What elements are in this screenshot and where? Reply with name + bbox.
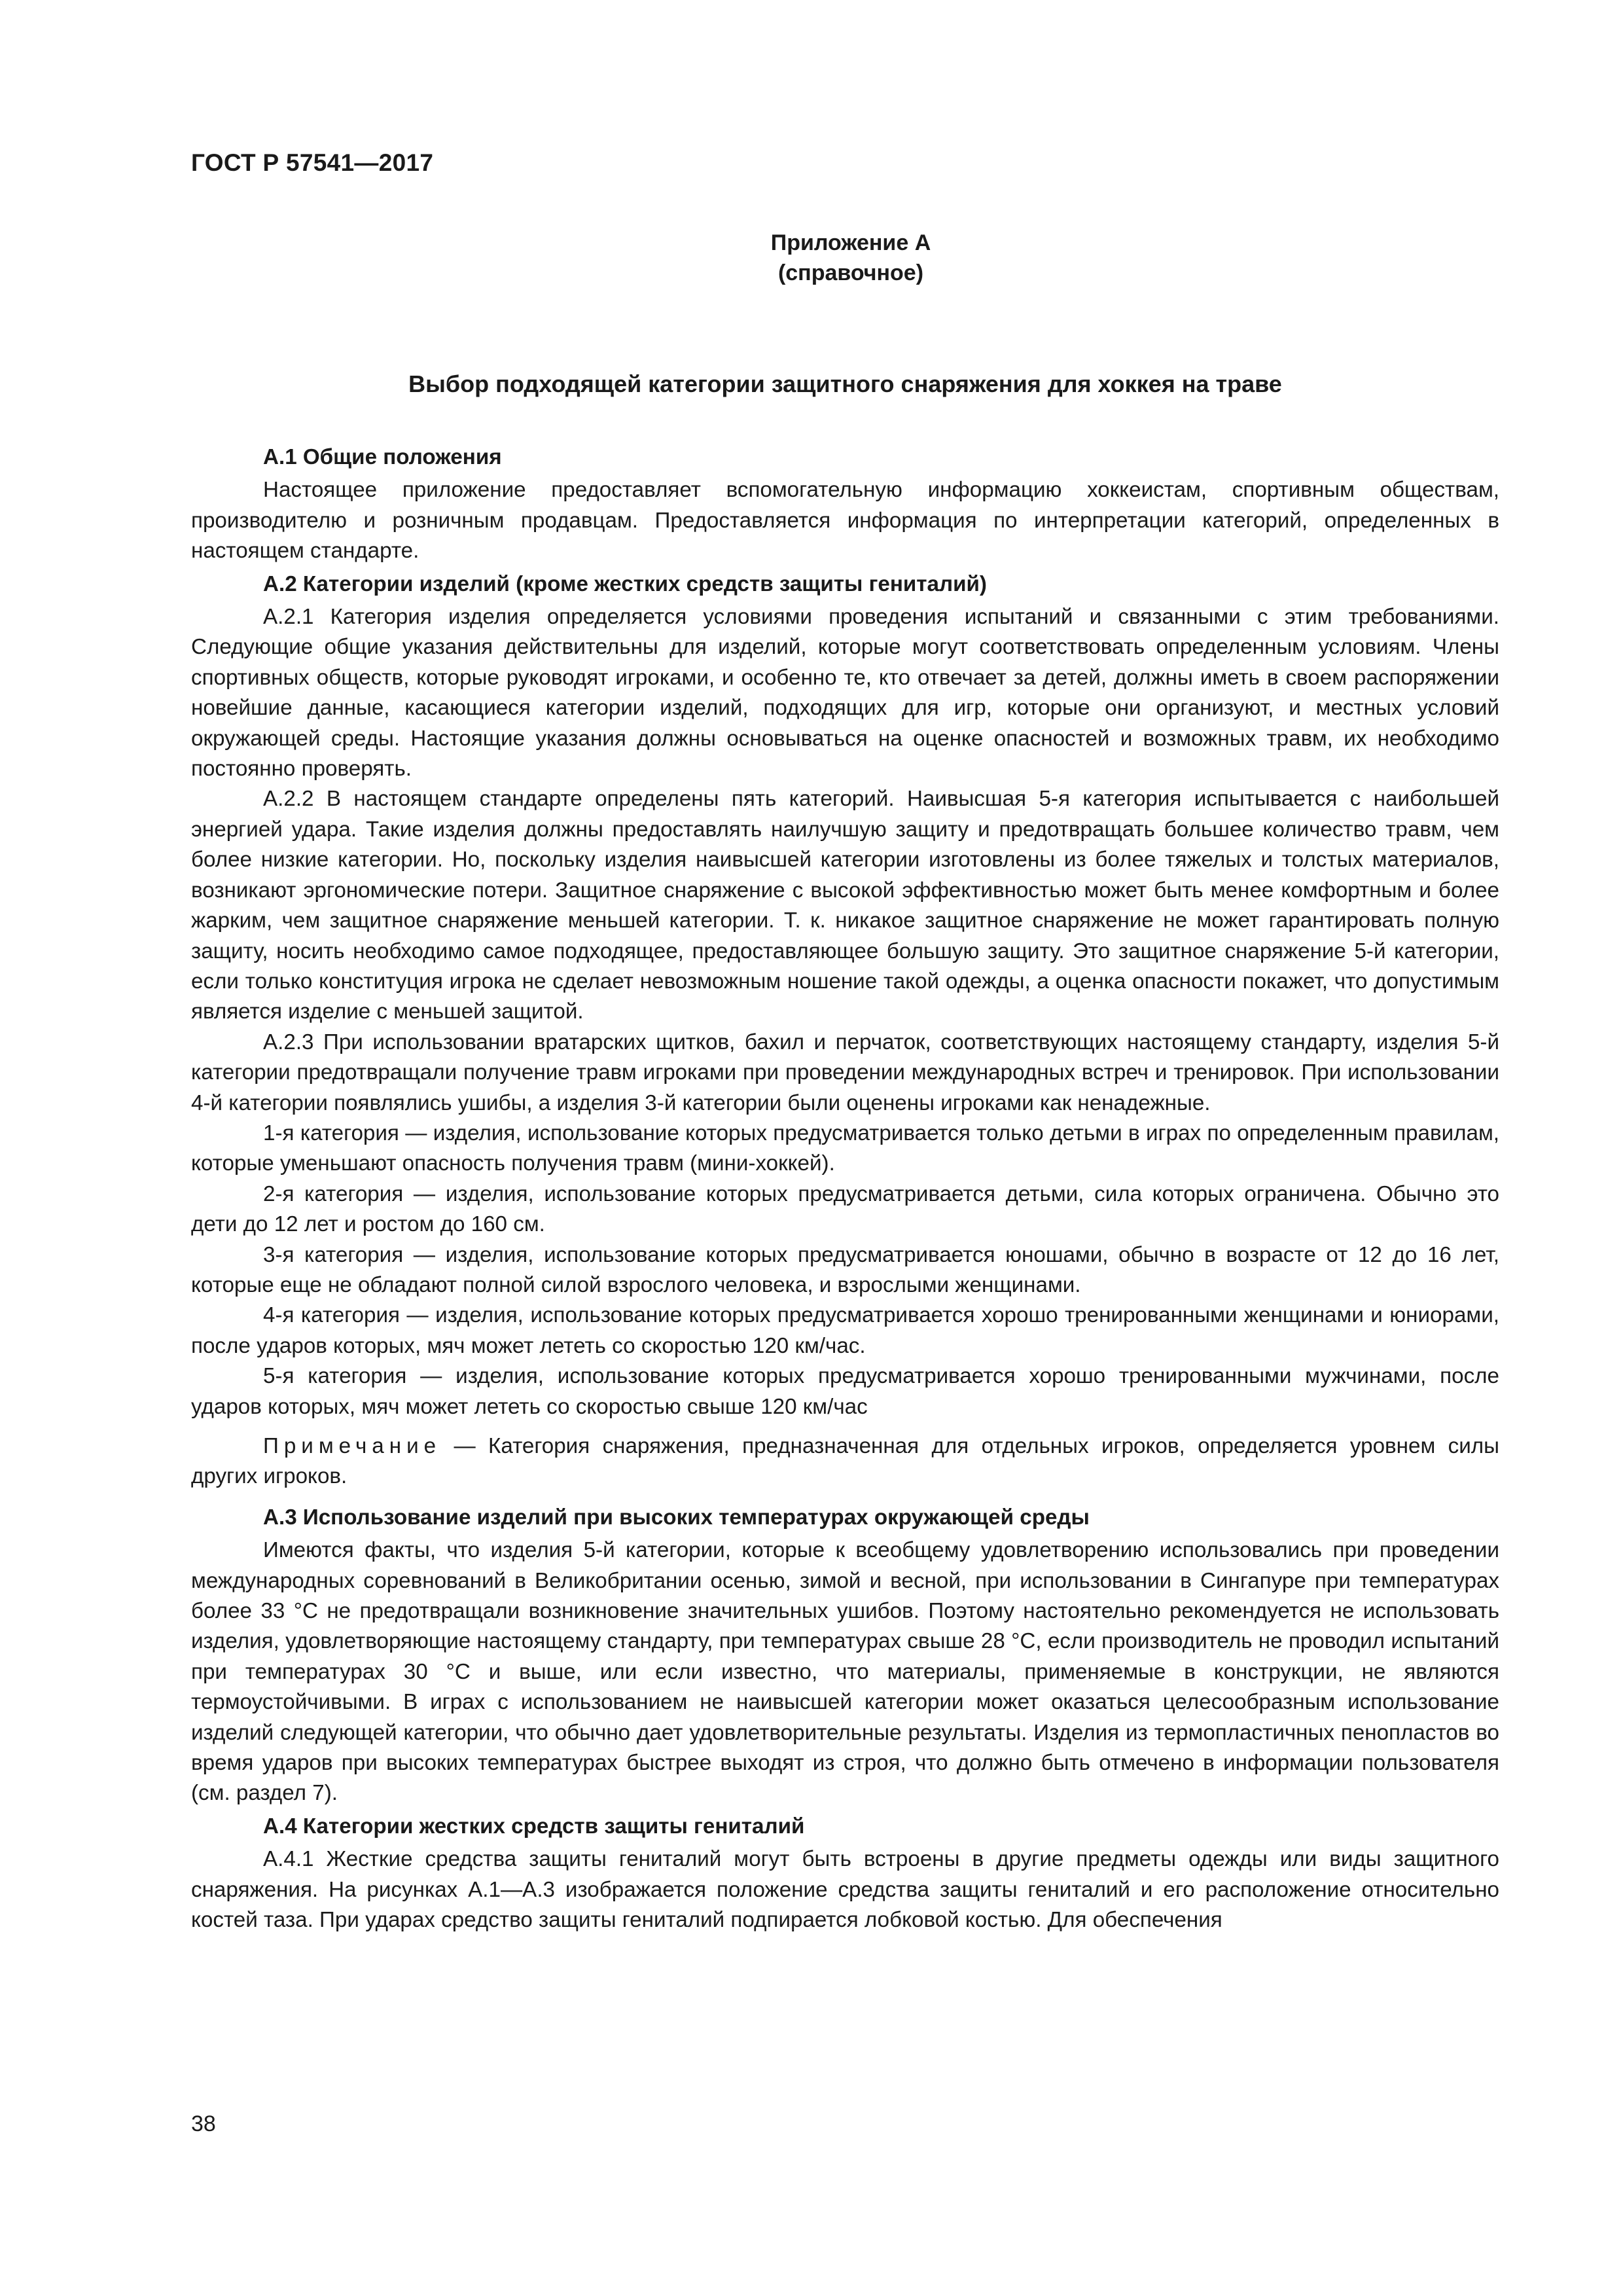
document-title: Выбор подходящей категории защитного снаряжения для хоккея на траве: [408, 370, 1282, 397]
category-1-paragraph: 1-я категория — изделия, использование которых предусматривается только детьми в играх по определенным правилам, которые уменьшают опасность получения травм (мини-хоккей).: [191, 1121, 1499, 1176]
category-4-paragraph: 4-я категория — изделия, использование которых предусматривается хорошо тренированными женщинами и юниорами, после ударов которых, мяч может лететь со скоростью 120 км/час.: [191, 1303, 1499, 1358]
section-a2-3-paragraph: А.2.3 При использовании вратарских щитков, бахил и перчаток, соответствующих настоящему стандарту, изделия 5-й категории предотвращали получение травм игроками при проведении международных встреч и тренировок. При использовании 4-й категории появлялись ушибы, а изделия 3-й категории были оценены игроками как ненадежные.: [191, 1030, 1499, 1115]
section-a1-paragraph: Настоящее приложение предоставляет вспомогательную информацию хоккеистам, спортивным обществам, производителю и розничным продавцам. Предоставляется информация по интерпретации категорий, определенных в настоящем стандарте.: [191, 478, 1499, 564]
category-5-paragraph: 5-я категория — изделия, использование которых предусматривается хорошо тренированными мужчинами, после ударов которых, мяч может лететь со скоростью свыше 120 км/час: [191, 1364, 1499, 1419]
section-a3-paragraph: Имеются факты, что изделия 5-й категории, которые к всеобщему удовлетворению использовались при проведении международных соревнований в Великобритании осенью, зимой и весной, при использовании в Сингапуре при температурах более 33 °С не предотвращали возникновение значительных ушибов. Поэтому настоятельно рекомендуется не использовать изделия, удовлетворяющие настоящему стандарту, при температурах свыше 28 °С, если производитель не проводил испытаний при температурах 30 °С и выше, или если известно, что материалы, применяемые в конструкции, не являются термоустойчивыми. В играх с использованием не наивысшей категории может оказаться целесообразным использование изделий следующей категории, что обычно дает удовлетворительные результаты. Изделия из термопластичных пенопластов во время ударов при высоких температурах быстрее выходят из строя, что должно быть отмечено в информации пользователя (см. раздел 7).: [191, 1538, 1499, 1806]
note-paragraph: [191, 1422, 1499, 1500]
section-a1-heading: А.1 Общие положения: [263, 445, 502, 469]
section-a2-heading: А.2 Категории изделий (кроме жестких средств защиты гениталий): [263, 571, 987, 596]
standard-code: ГОСТ Р 57541—2017: [191, 149, 434, 176]
appendix-title: Приложение А: [770, 230, 931, 255]
appendix-heading: [654, 228, 1047, 288]
document-body: [191, 442, 1499, 1936]
section-a4-1-paragraph: А.4.1 Жесткие средства защиты гениталий могут быть встроены в другие предметы одежды или виды защитного снаряжения. На рисунках А.1—А.3 изображается положение средства защиты гениталий и его расположение относительно костей таза. При ударах средство защиты гениталий подпирается лобковой костью. Для обеспечения: [191, 1847, 1499, 1933]
category-3-paragraph: 3-я категория — изделия, использование которых предусматривается юношами, обычно в возрасте от 12 до 16 лет, которые еще не обладают полной силой взрослого человека, и взрослыми женщинами.: [191, 1242, 1499, 1297]
category-2-paragraph: 2-я категория — изделия, использование которых предусматривается детьми, сила которых ограничена. Обычно это дети до 12 лет и ростом до 160 см.: [191, 1181, 1499, 1237]
note-label: Примечание: [263, 1434, 442, 1458]
page-number: 38: [191, 2111, 216, 2136]
appendix-type: (справочное): [777, 260, 924, 285]
section-a4-heading: А.4 Категории жестких средств защиты гениталий: [263, 1814, 805, 1839]
section-a2-2-paragraph: А.2.2 В настоящем стандарте определены пять категорий. Наивысшая 5-я категория испытывается с наибольшей энергией удара. Такие изделия должны предоставлять наилучшую защиту и предотвращать большее количество травм, чем более низкие категории. Но, поскольку изделия наивысшей категории изготовлены из более тяжелых и толстых материалов, возникают эргономические потери. Защитное снаряжение с высокой эффективностью может быть менее комфортным и более жарким, чем защитное снаряжение меньшей категории. Т. к. никакое защитное снаряжение не может гарантировать полную защиту, носить необходимо самое подходящее, предоставляющее большую защиту. Это защитное снаряжение 5-й категории, если только конституция игрока не сделает невозможным ношение такой одежды, а оценка опасности покажет, что допустимым является изделие с меньшей защитой.: [191, 787, 1499, 1024]
note-text: — Категория снаряжения, предназначенная для отдельных игроков, определяется уровнем силы других игроков.: [191, 1434, 1499, 1489]
section-a3-heading: А.3 Использование изделий при высоких температурах окружающей среды: [263, 1505, 1090, 1530]
section-a2-1-paragraph: А.2.1 Категория изделия определяется условиями проведения испытаний и связанными с этим требованиями. Следующие общие указания действительны для изделий, которые могут соответствовать определенным условиям. Члены спортивных обществ, которые руководят игроками, и особенно те, кто отвечает за детей, должны иметь в своем распоряжении новейшие данные, касающиеся категории изделий, подходящих для игр, которые они организуют, и местных условий окружающей среды. Настоящие указания должны основываться на оценке опасностей и возможных травм, их необходимо постоянно проверять.: [191, 605, 1499, 781]
